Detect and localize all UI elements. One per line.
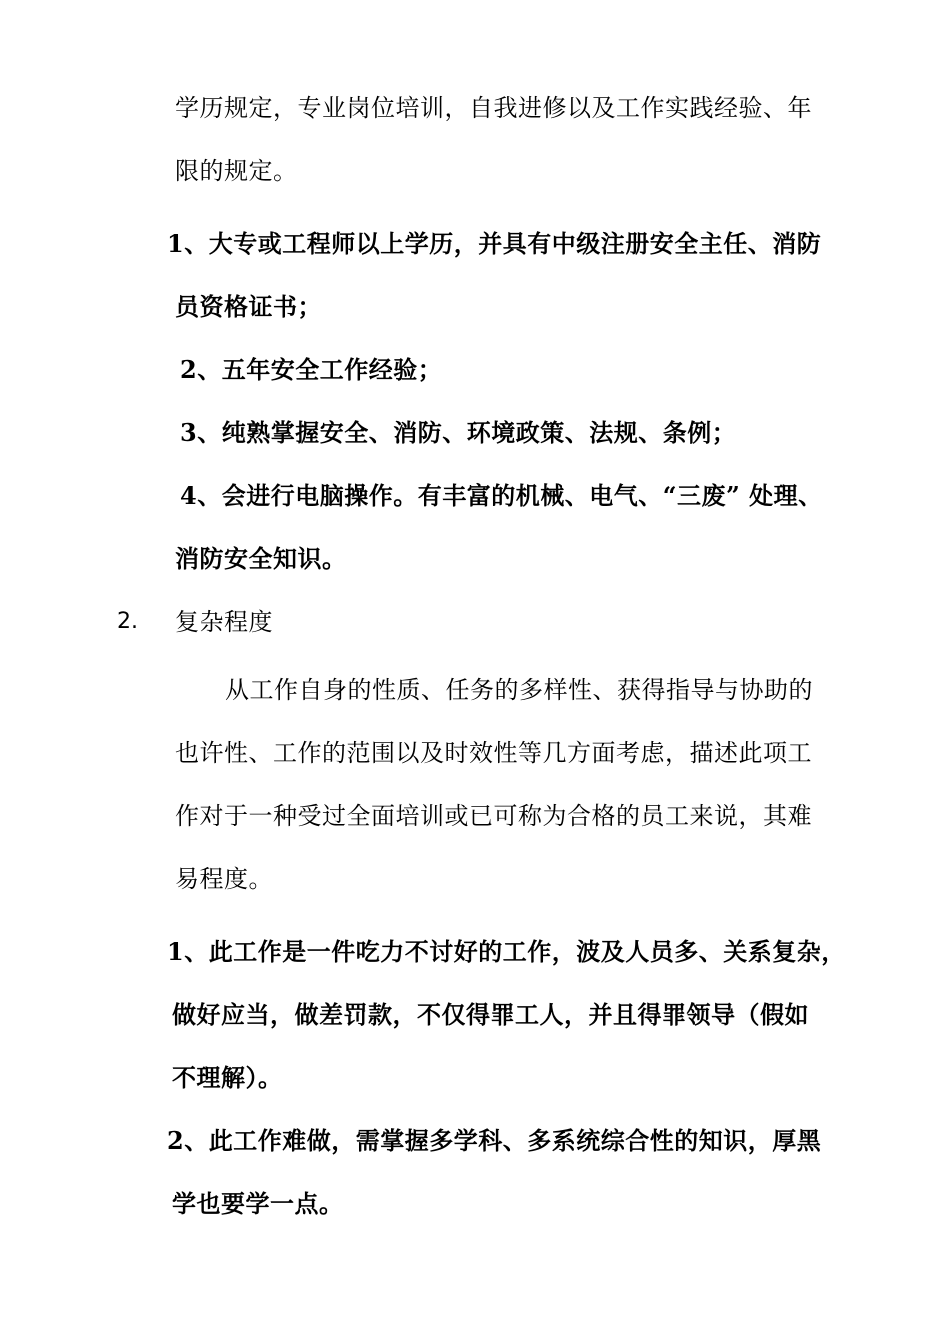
section-2-number: 2.: [117, 609, 138, 634]
requirement-1-line-1: 1、大专或工程师以上学历，并具有中级注册安全主任、消防: [167, 229, 822, 258]
requirement-4-line-2: 消防安全知识。: [175, 544, 347, 573]
requirement-4-line-1: 4、会进行电脑操作。有丰富的机械、电气、“三废” 处理、: [180, 481, 823, 510]
requirement-1-line-2: 员资格证书；: [175, 292, 322, 321]
section-2-item-1-line-1: 1、此工作是一件吃力不讨好的工作，波及人员多、关系复杂，: [167, 937, 846, 966]
requirement-2: 2、五年安全工作经验；: [180, 355, 443, 384]
section-2-desc-line-1: 从工作自身的性质、任务的多样性、获得指导与协助的: [225, 676, 813, 704]
requirement-3: 3、纯熟掌握安全、消防、环境政策、法规、条例；: [180, 418, 737, 447]
intro-line-2: 限的规定。: [175, 157, 298, 185]
section-2-desc-line-4: 易程度。: [175, 865, 273, 893]
section-2-item-1-line-3: 不理解）。: [172, 1063, 283, 1092]
section-2-item-2-line-1: 2、此工作难做，需掌握多学科、多系统综合性的知识，厚黑: [167, 1126, 822, 1155]
section-2-desc-line-3: 作对于一种受过全面培训或已可称为合格的员工来说，其难: [175, 802, 812, 830]
intro-line-1: 学历规定，专业岗位培训，自我进修以及工作实践经验、年: [175, 94, 812, 122]
section-2-item-2-line-2: 学也要学一点。: [172, 1189, 344, 1218]
section-2-desc-line-2: 也许性、工作的范围以及时效性等几方面考虑，描述此项工: [175, 739, 812, 767]
section-2-title: 复杂程度: [175, 608, 273, 636]
section-2-item-1-line-2: 做好应当，做差罚款，不仅得罪工人，并且得罪领导（假如: [172, 1000, 809, 1029]
